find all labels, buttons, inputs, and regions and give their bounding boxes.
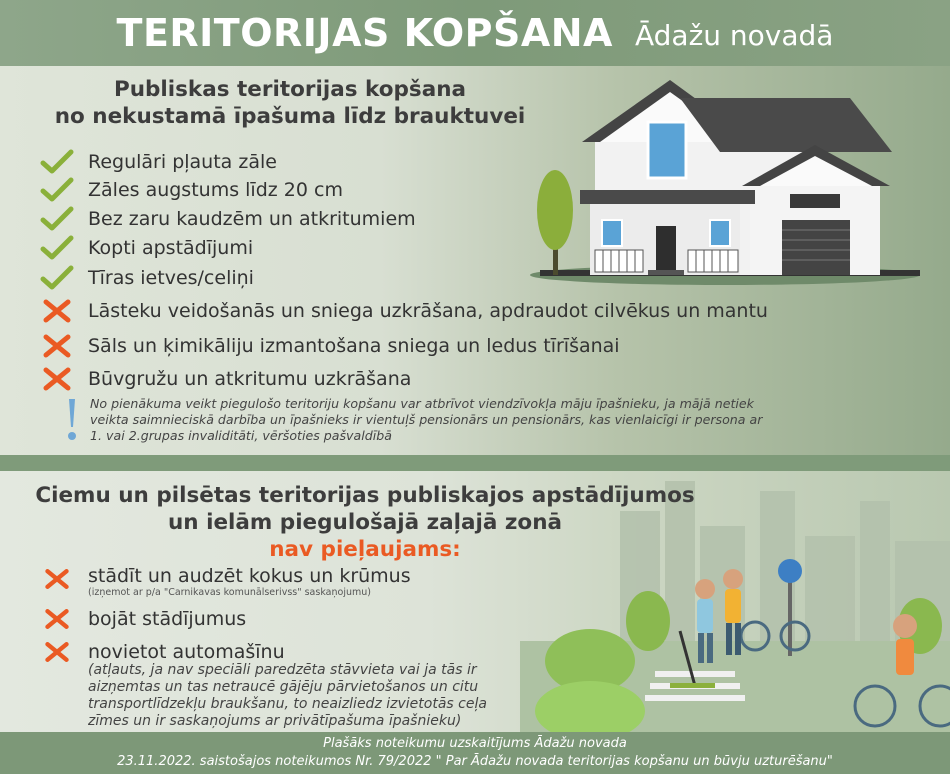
forbidden-item	[42, 366, 411, 392]
footer-line2: 23.11.2022. saistošajos noteikumos Nr. 79/2022 " Par Ādažu novada teritorijas kopšanu un būvju uzturēšanu"	[117, 754, 833, 769]
forbidden-item	[42, 333, 620, 359]
allowed-item-text: Regulāri pļauta zāle	[88, 151, 277, 173]
allowed-item	[40, 265, 254, 291]
allowed-item-text: Bez zaru kaudzēm un atkritumiem	[88, 208, 416, 230]
forbidden-item-text: Sāls un ķimikāliju izmantošana sniega un ledus tīrīšanai	[88, 335, 620, 357]
prohibited-item-sub: (izņemot ar p/a "Carnikavas komunālserivss" saskaņojumu)	[88, 587, 371, 598]
prohibited-item	[44, 607, 246, 631]
cross-icon	[44, 607, 70, 631]
section-divider	[0, 455, 950, 471]
exemption-note-line: No pienākuma veikt piegulošo teritoriju kopšanu var atbrīvot viendzīvokļa māju īpašnieku, ja mājā netiek	[90, 396, 754, 411]
footer	[0, 732, 950, 774]
cross-icon	[44, 640, 70, 664]
parking-note-line: transportlīdzekļu braukšanu, to neaizliedz izvietotās ceļa	[88, 696, 487, 712]
allowed-item	[40, 206, 416, 232]
footer-line1: Plašāks noteikumu uzskaitījums Ādažu novada	[323, 736, 627, 751]
check-icon	[40, 235, 74, 261]
section1-heading	[20, 76, 560, 130]
section1-heading-line1: Publiskas teritorijas kopšana	[113, 77, 467, 102]
forbidden-item-text: Būvgružu un atkritumu uzkrāšana	[88, 368, 412, 390]
prohibited-item	[44, 565, 411, 598]
prohibited-item	[44, 640, 285, 664]
parking-note	[88, 662, 487, 730]
header	[0, 0, 950, 66]
forbidden-item-text: Lāsteku veidošanās un sniega uzkrāšana, apdraudot cilvēkus un mantu	[88, 300, 768, 322]
prohibited-item-text: bojāt stādījumus	[88, 608, 247, 630]
section2-heading-line2: un ielām piegulošajā zaļajā zonā	[167, 510, 563, 535]
cross-icon	[44, 567, 70, 591]
exemption-note-line: veikta saimnieciskā darbība un īpašnieks ir vientuļš pensionārs un pensionārs, kas vienlaicīgi ir persona ar	[90, 412, 763, 427]
section2-emphasis: nav pieļaujams:	[269, 537, 461, 562]
check-icon	[40, 265, 74, 291]
check-icon	[40, 177, 74, 203]
check-icon	[40, 149, 74, 175]
house-illustration	[520, 70, 950, 290]
cross-icon	[42, 298, 72, 324]
allowed-item	[40, 235, 253, 261]
prohibited-item-text: stādīt un audzēt kokus un krūmus	[88, 565, 411, 587]
exemption-note-line: 1. vai 2.grupas invaliditāti, vēršoties pašvaldībā	[90, 428, 392, 443]
allowed-item	[40, 149, 277, 175]
exemption-note	[90, 396, 940, 444]
section1-heading-line2: no nekustamā īpašuma līdz brauktuvei	[54, 104, 526, 129]
header-subtitle: Ādažu novadā	[634, 18, 834, 52]
allowed-item-text: Zāles augstums līdz 20 cm	[88, 179, 343, 201]
prohibited-item-text: novietot automašīnu	[88, 641, 285, 663]
parking-note-line: aizņemtas un tas netraucē gājēju pārvietošanos un citu	[88, 679, 479, 695]
section2-heading-line1: Ciemu un pilsētas teritorijas publiskajos apstādījumos	[35, 483, 695, 508]
parking-note-line: zīmes un ir saskaņojums ar privātīpašuma īpašnieku)	[88, 713, 462, 729]
parking-note-line: (atļauts, ja nav speciāli paredzēta stāvvieta vai ja tās ir	[88, 662, 477, 678]
section2-heading	[15, 482, 715, 563]
allowed-item	[40, 177, 343, 203]
exclamation-icon	[64, 397, 80, 443]
allowed-item-text: Tīras ietves/celiņi	[88, 267, 254, 289]
forbidden-item	[42, 298, 768, 324]
cross-icon	[42, 333, 72, 359]
cross-icon	[42, 366, 72, 392]
check-icon	[40, 206, 74, 232]
allowed-item-text: Kopti apstādījumi	[88, 237, 254, 259]
header-title: TERITORIJAS KOPŠANA	[116, 11, 613, 55]
